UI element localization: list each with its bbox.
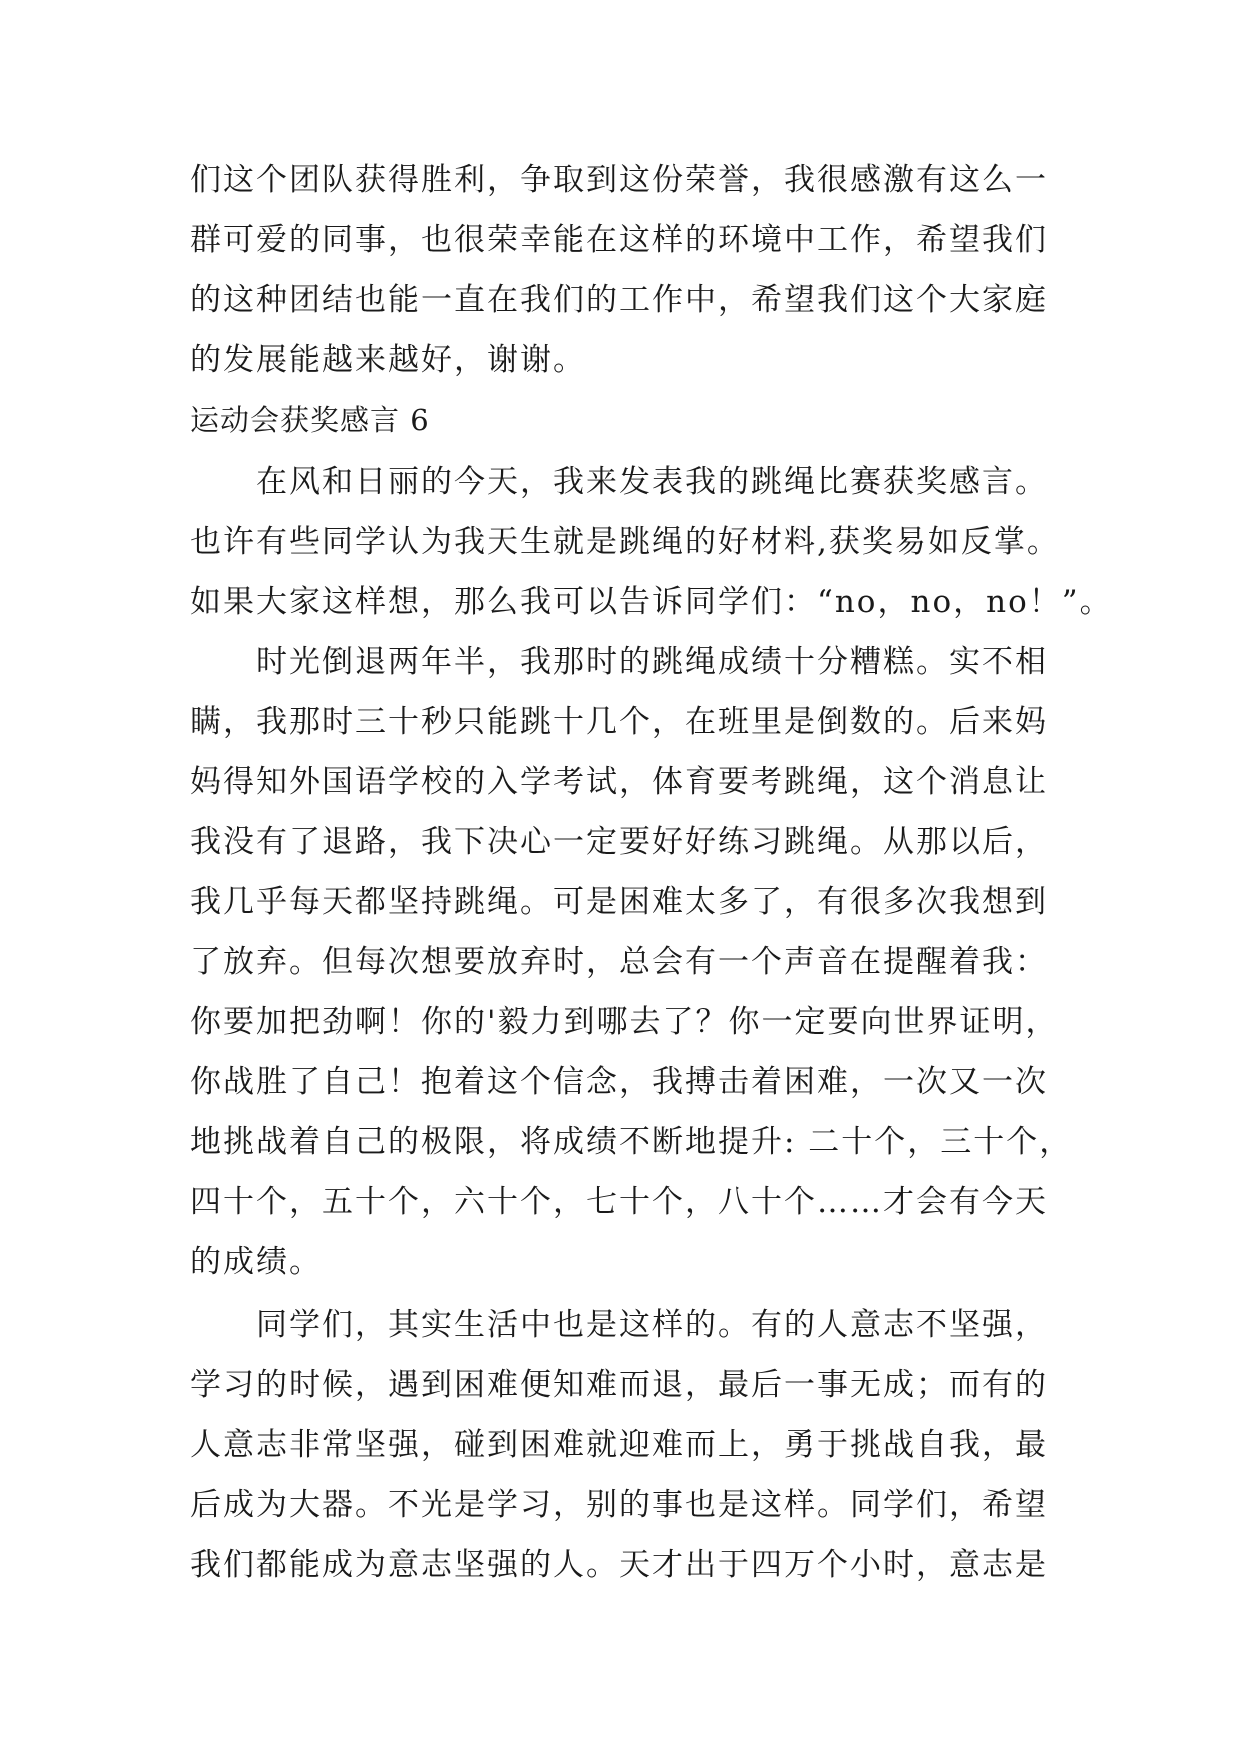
text-line: 我没有了退路，我下决心一定要好好练习跳绳。从那以后， (190, 824, 1048, 860)
text-line: 妈得知外国语学校的入学考试，体育要考跳绳，这个消息让 (190, 764, 1048, 800)
text-line: 群可爱的同事，也很荣幸能在这样的环境中工作，希望我们 (190, 222, 1048, 258)
text-line: 我几乎每天都坚持跳绳。可是困难太多了，有很多次我想到 (190, 884, 1048, 920)
paragraph-1 (190, 452, 1113, 632)
text-line: 地挑战着自己的极限，将成绩不断地提升: 二十个，三十个， (190, 1124, 1073, 1160)
text-line: 时光倒退两年半，我那时的跳绳成绩十分糟糕。实不相 (256, 644, 1048, 680)
text-line: 在风和日丽的今天，我来发表我的跳绳比赛获奖感言。 (256, 464, 1048, 500)
section-heading: 运动会获奖感言 6 (190, 403, 430, 437)
text-line: 如果大家这样想，那么我可以告诉同学们：“no，no，no！”。 (190, 584, 1113, 620)
text-line: 学习的时候，遇到困难便知难而退，最后一事无成；而有的 (190, 1367, 1048, 1403)
text-line: 四十个，五十个，六十个，七十个，八十个……才会有今天 (190, 1184, 1048, 1220)
text-line: 的成绩。 (190, 1244, 322, 1280)
text-line: 同学们，其实生活中也是这样的。有的人意志不坚强， (256, 1307, 1048, 1343)
text-line: 后成为大器。不光是学习，别的事也是这样。同学们，希望 (190, 1487, 1048, 1523)
continuation-paragraph (190, 150, 1060, 390)
text-line: 也许有些同学认为我天生就是跳绳的好材料,获奖易如反掌。 (190, 524, 1060, 560)
text-line: 人意志非常坚强，碰到困难就迎难而上，勇于挑战自我，最 (190, 1427, 1048, 1463)
text-line: 们这个团队获得胜利，争取到这份荣誉，我很感激有这么一 (190, 162, 1048, 198)
text-line: 的这种团结也能一直在我们的工作中，希望我们这个大家庭 (190, 282, 1048, 318)
text-line: 瞒，我那时三十秒只能跳十几个，在班里是倒数的。后来妈 (190, 704, 1048, 740)
paragraph-2 (190, 632, 1073, 1292)
text-line: 我们都能成为意志坚强的人。天才出于四万个小时，意志是 (190, 1547, 1048, 1583)
text-line: 你要加把劲啊！你的'毅力到哪去了？你一定要向世界证明， (190, 1004, 1059, 1040)
section-heading-block (190, 390, 1060, 450)
text-line: 你战胜了自己！抱着这个信念，我搏击着困难，一次又一次 (190, 1064, 1048, 1100)
text-line: 的发展能越来越好，谢谢。 (190, 342, 586, 378)
text-line: 了放弃。但每次想要放弃时，总会有一个声音在提醒着我： (190, 944, 1048, 980)
paragraph-3 (190, 1295, 1060, 1595)
